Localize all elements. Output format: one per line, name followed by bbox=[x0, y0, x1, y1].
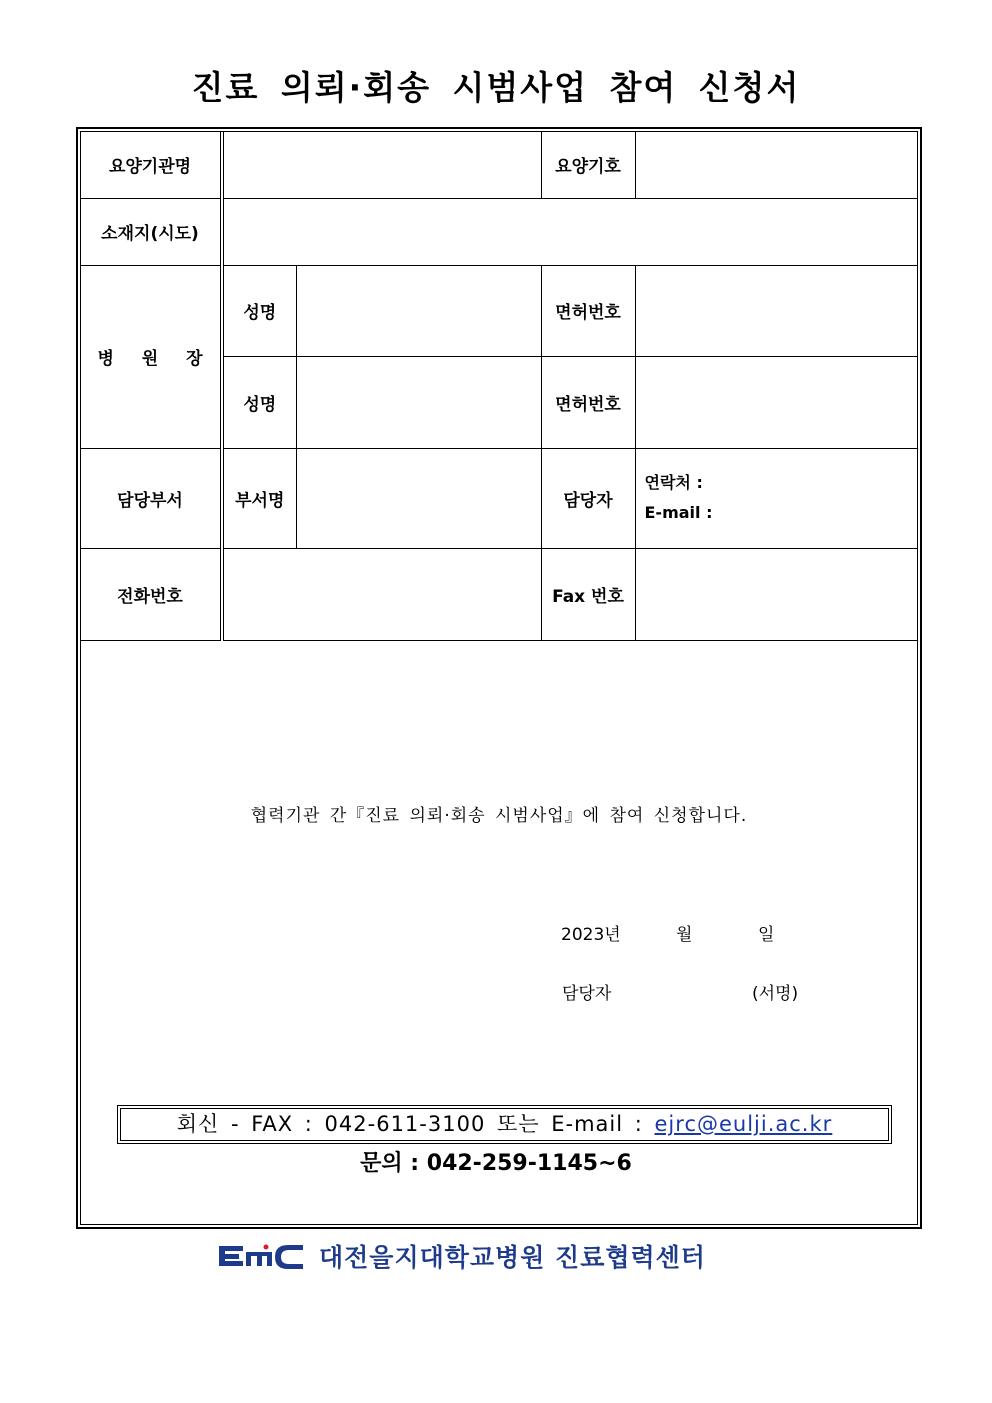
inquiry-phone: 문의 : 042-259-1145~6 bbox=[360, 1151, 632, 1176]
date-month: 월 bbox=[676, 925, 693, 945]
director-license-field-2[interactable] bbox=[635, 356, 918, 448]
fax-label: Fax 번호 bbox=[541, 548, 635, 640]
signature-placeholder: (서명) bbox=[752, 984, 799, 1004]
emc-logo bbox=[219, 1243, 309, 1269]
document-title: 진료 의뢰·회송 시범사업 참여 신청서 bbox=[191, 68, 801, 107]
institution-code-label: 요양기호 bbox=[541, 131, 635, 198]
director-label: 병 원 장 bbox=[80, 265, 222, 448]
institution-name-label: 요양기관명 bbox=[80, 131, 222, 198]
application-form-table bbox=[80, 131, 918, 641]
footer bbox=[219, 1236, 706, 1276]
director-name-label-2: 성명 bbox=[222, 356, 296, 448]
date-day: 일 bbox=[758, 925, 775, 945]
department-label: 담당부서 bbox=[80, 448, 222, 548]
phone-field[interactable] bbox=[222, 548, 541, 640]
date-year: 2023년 bbox=[561, 925, 621, 945]
location-field[interactable] bbox=[222, 198, 918, 265]
fax-field[interactable] bbox=[635, 548, 918, 640]
director-name-label-1: 성명 bbox=[222, 265, 296, 356]
director-license-label-2: 면허번호 bbox=[541, 356, 635, 448]
department-name-field[interactable] bbox=[296, 448, 541, 548]
reply-email-link[interactable]: ejrc@eulji.ac.kr bbox=[654, 1112, 833, 1136]
email-label: E-mail : bbox=[644, 503, 713, 522]
institution-name-field[interactable] bbox=[222, 131, 541, 198]
location-label: 소재지(시도) bbox=[80, 198, 222, 265]
reply-fax-text: 회신 - FAX : 042-611-3100 또는 E-mail : bbox=[176, 1112, 643, 1136]
signature-label: 담당자 bbox=[562, 984, 612, 1004]
footer-org-name: 대전을지대학교병원 진료협력센터 bbox=[319, 1243, 706, 1272]
institution-code-field[interactable] bbox=[635, 131, 918, 198]
reply-info-box bbox=[117, 1105, 892, 1144]
contact-label: 연락처 : bbox=[644, 473, 703, 492]
director-name-field-1[interactable] bbox=[296, 265, 541, 356]
phone-label: 전화번호 bbox=[80, 548, 222, 640]
director-license-field-1[interactable] bbox=[635, 265, 918, 356]
manager-contact-cell[interactable] bbox=[635, 448, 918, 548]
application-statement: 협력기관 간『진료 의뢰·회송 시범사업』에 참여 신청합니다. bbox=[250, 806, 748, 826]
department-name-label: 부서명 bbox=[222, 448, 296, 548]
manager-label: 담당자 bbox=[541, 448, 635, 548]
director-license-label-1: 면허번호 bbox=[541, 265, 635, 356]
director-name-field-2[interactable] bbox=[296, 356, 541, 448]
emc-logo-icon bbox=[219, 1243, 309, 1269]
